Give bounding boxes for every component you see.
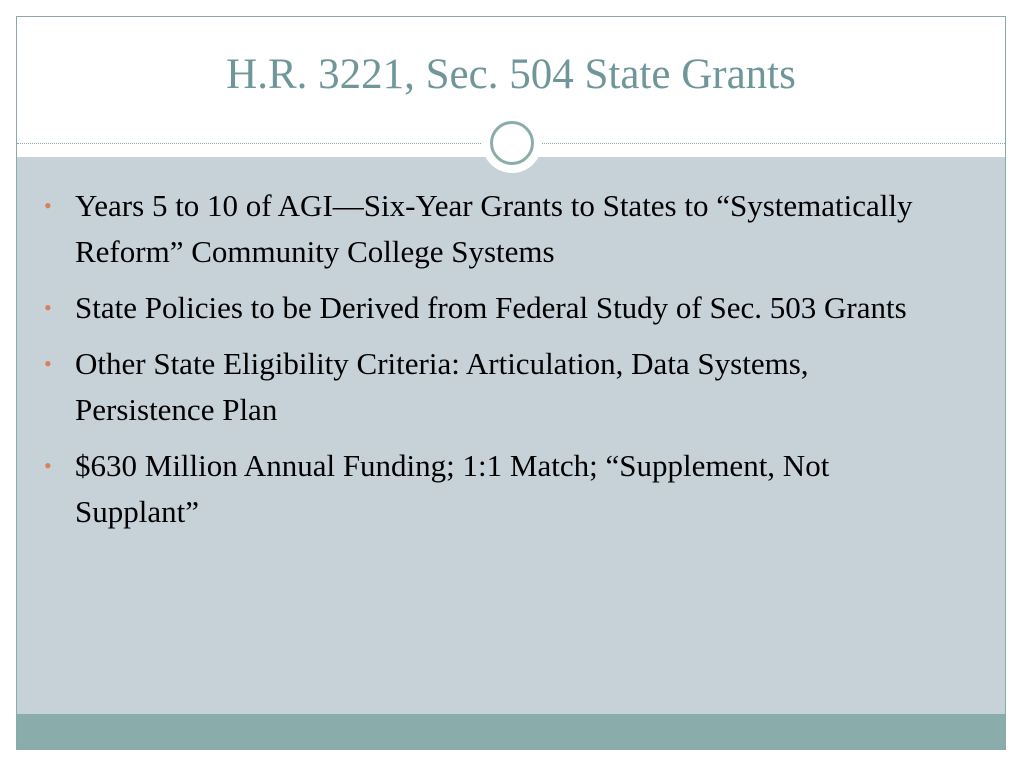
- footer-bar: [17, 714, 1005, 749]
- bullet-text: Other State Eligibility Criteria: Articulation, Data Systems, Persistence Plan: [75, 346, 809, 427]
- bullet-item: [17, 285, 1005, 331]
- circle-ring-icon: [482, 113, 542, 173]
- slide: [16, 16, 1006, 750]
- bullet-text: $630 Million Annual Funding; 1:1 Match; “Supplement, Not Supplant”: [75, 448, 830, 529]
- slide-title: H.R. 3221, Sec. 504 State Grants: [226, 51, 796, 98]
- bullet-text: State Policies to be Derived from Federal Study of Sec. 503 Grants: [75, 290, 907, 325]
- bullet-dot-icon: •: [44, 295, 52, 320]
- bullet-text: Years 5 to 10 of AGI—Six-Year Grants to States to “Systematically Reform” Community College Systems: [75, 188, 913, 269]
- bullet-dot-icon: •: [44, 193, 52, 218]
- bullet-list: [17, 183, 1005, 545]
- bullet-dot-icon: •: [44, 351, 52, 376]
- bullet-item: [17, 443, 1005, 535]
- bullet-item: [17, 341, 1005, 433]
- bullet-item: [17, 183, 1005, 275]
- bullet-dot-icon: •: [44, 453, 52, 478]
- ornament-ring: [490, 121, 534, 165]
